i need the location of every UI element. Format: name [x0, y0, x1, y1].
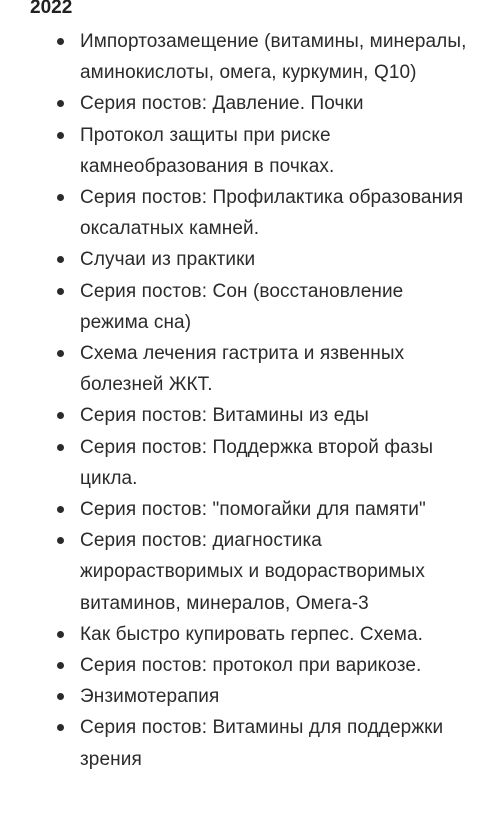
- list-item[interactable]: [0, 494, 488, 525]
- posts-list: [0, 26, 488, 775]
- list-item-text: Серия постов: Сон (восстановление режима сна): [80, 280, 404, 333]
- list-item[interactable]: [0, 182, 488, 244]
- list-item[interactable]: [0, 650, 488, 681]
- bullet-icon: [57, 38, 64, 45]
- bullet-icon: [57, 132, 64, 139]
- list-item-text: Серия постов: Витамины из еды: [80, 405, 369, 427]
- year-heading: 2022: [30, 0, 73, 18]
- bullet-icon: [57, 724, 64, 731]
- list-item-text: Серия постов: протокол при варикозе.: [80, 655, 422, 677]
- list-item-text: Серия постов: Давление. Почки: [80, 93, 364, 115]
- list-item-text: Серия постов: Профилактика образования оксалатных камней.: [80, 187, 464, 240]
- list-item[interactable]: [0, 712, 488, 774]
- list-item[interactable]: [0, 432, 488, 494]
- list-item-text: Серия постов: диагностика жирорастворимых и водорастворимых витаминов, минералов, Омега-3: [80, 530, 425, 614]
- list-item-text: Импортозамещение (витамины, минералы, аминокислоты, омега, куркумин, Q10): [80, 31, 467, 84]
- list-item-text: Как быстро купировать герпес. Схема.: [80, 623, 423, 645]
- bullet-icon: [57, 662, 64, 669]
- bullet-icon: [57, 506, 64, 513]
- bullet-icon: [57, 100, 64, 107]
- bullet-icon: [57, 693, 64, 700]
- list-item-text: Схема лечения гастрита и язвенных болезней ЖКТ.: [80, 343, 405, 396]
- list-item[interactable]: [0, 120, 488, 182]
- bullet-icon: [57, 194, 64, 201]
- list-item-text: Случаи из практики: [80, 249, 256, 271]
- bullet-icon: [57, 537, 64, 544]
- bullet-icon: [57, 350, 64, 357]
- list-item[interactable]: [0, 619, 488, 650]
- list-item[interactable]: [0, 681, 488, 712]
- list-item[interactable]: [0, 244, 488, 275]
- list-item-text: Энзимотерапия: [80, 686, 220, 708]
- list-item-text: Протокол защиты при риске камнеобразования в почках.: [80, 124, 335, 177]
- list-item[interactable]: [0, 525, 488, 619]
- bullet-icon: [57, 444, 64, 451]
- list-item-text: Серия постов: "помогайки для памяти": [80, 499, 426, 521]
- bullet-icon: [57, 631, 64, 638]
- list-item[interactable]: [0, 276, 488, 338]
- list-item-text: Серия постов: Витамины для поддержки зрения: [80, 717, 444, 770]
- bullet-icon: [57, 256, 64, 263]
- list-item[interactable]: [0, 338, 488, 400]
- list-item-text: Серия постов: Поддержка второй фазы цикла.: [80, 436, 434, 489]
- bullet-icon: [57, 412, 64, 419]
- list-item[interactable]: [0, 88, 488, 119]
- bullet-icon: [57, 288, 64, 295]
- list-item[interactable]: [0, 26, 488, 88]
- list-item[interactable]: [0, 400, 488, 431]
